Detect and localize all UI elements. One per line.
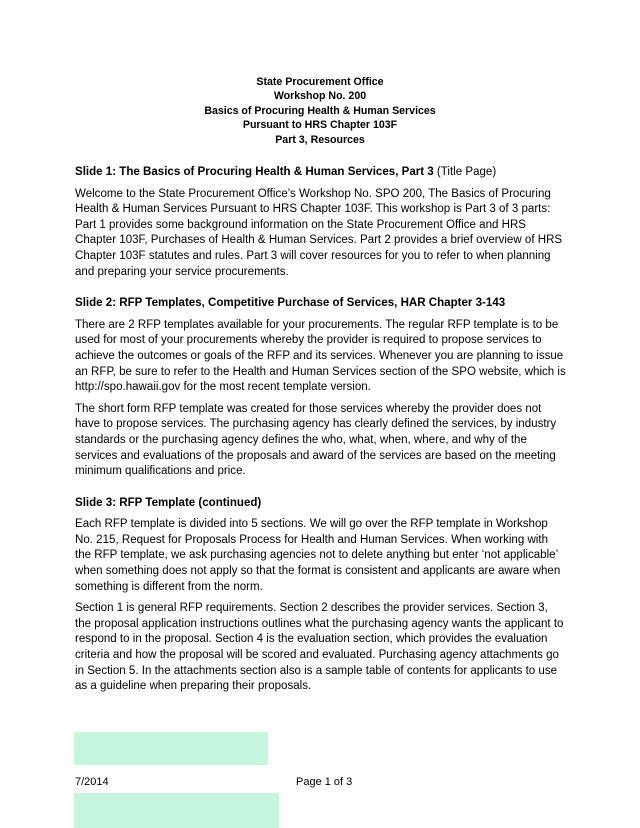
- header-line: Pursuant to HRS Chapter 103F: [242, 119, 398, 132]
- document-header: [0, 75, 640, 147]
- paragraph: Each RFP template is divided into 5 sections. We will go over the RFP template in Workshop No. 215, Request for Proposals Process for Health and Human Services. When working with the RFP template, we ask purchasing agencies not to delete anything but enter ‘not applicable’ when something does not apply so that the format is consistent and applicants are aware when something is different from the norm.: [75, 518, 561, 593]
- footer-page-number: Page 1 of 3: [296, 776, 353, 788]
- slide-heading-title: Slide 3: RFP Template (continued): [75, 496, 262, 509]
- header-line: Part 3, Resources: [275, 133, 365, 146]
- slide-heading-title: Slide 2: RFP Templates, Competitive Purchase of Services, HAR Chapter 3-143: [75, 297, 506, 310]
- header-line: State Procurement Office: [256, 76, 384, 88]
- header-line: Basics of Procuring Health & Human Services: [204, 104, 436, 117]
- highlight-box-upper: [74, 732, 268, 765]
- paragraph: Welcome to the State Procurement Office’s Workshop No. SPO 200, The Basics of Procuring Health & Human Services Pursuant to HRS Chapter 103F. This workshop is Part 3 of 3 parts: Part 1 provides some background information on the State Procurement Office and HRS Chapter 103F, Purchases of Health & Human Services. Part 2 provides a brief overview of HRS Chapter 103F statutes and rules. Part 3 will cover resources for you to refer to when planning and preparing your service procurements.: [75, 187, 563, 278]
- slide-heading: [75, 496, 567, 512]
- paragraph: Section 1 is general RFP requirements. Section 2 describes the provider services. Section 3, the proposal application instructions outlines what the purchasing agency wants the applicant to respond to in the proposal. Section 4 is the evaluation section, which provides the evaluation criteria and how the proposal will be scored and evaluated. Purchasing agency attachments go in Section 5. In the attachments section also is a sample table of contents for applicants to use as a guideline when preparing their proposals.: [75, 602, 564, 693]
- header-line: Workshop No. 200: [273, 90, 367, 103]
- slide-heading-title: Slide 1: The Basics of Procuring Health & Human Services, Part 3: [75, 166, 434, 178]
- paragraph: The short form RFP template was created for those services whereby the provider does not have to propose services. The purchasing agency has clearly defined the services, by industry standards or the purchasing agency defines the who, what, when, where, and why of the services and evaluations of the proposals and award of the services are based on the meeting minimum qualifications and price.: [75, 402, 557, 478]
- paragraph: There are 2 RFP templates available for your procurements. The regular RFP template is to be used for most of your procurements whereby the provider is required to propose services to achieve the outcomes or goals of the RFP and its services. Whenever you are planning to issue an RFP, be sure to refer to the Health and Human Services section of the SPO website, which is http://spo.hawaii.gov for the most recent template version.: [75, 318, 566, 394]
- slide-section-3: [75, 496, 567, 695]
- slide-heading-suffix: (Title Page): [433, 166, 497, 178]
- document-body: [75, 165, 567, 711]
- slide-section-2: [75, 296, 567, 480]
- highlight-box-lower: [74, 793, 279, 828]
- slide-heading: [75, 165, 567, 181]
- slide-section-1: [75, 165, 567, 280]
- slide-heading: [75, 296, 567, 312]
- footer-date: 7/2014: [75, 776, 109, 788]
